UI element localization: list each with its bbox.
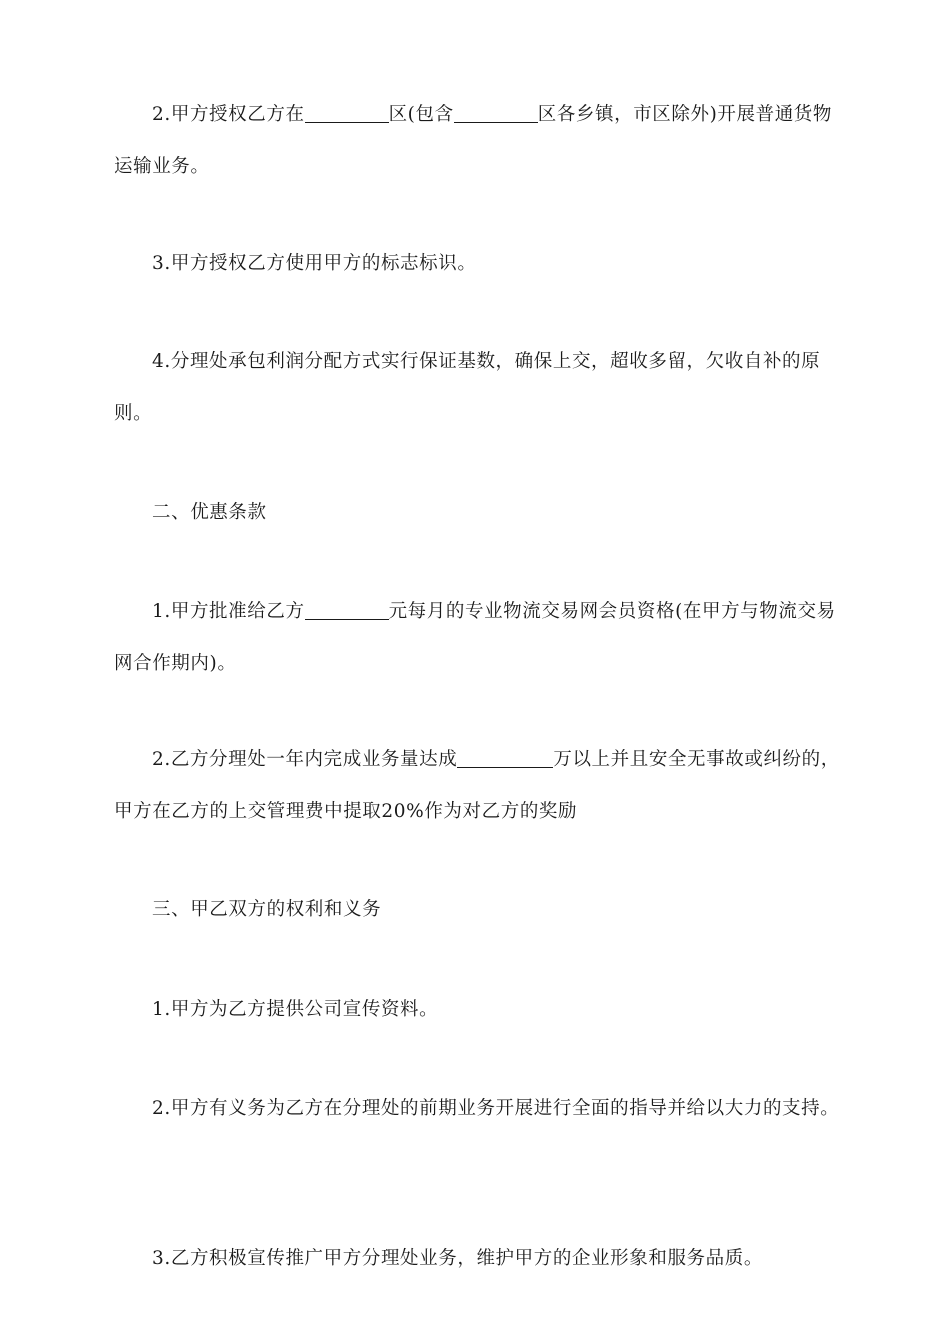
blank-line xyxy=(305,598,389,619)
clause-text: 1.甲方批准给乙方 xyxy=(152,601,305,622)
clause-text: 万以上并且安全无事故或纠纷的，甲方在乙方的上交管理费中提取20%作为对乙方的奖励 xyxy=(114,749,840,822)
clause-3-logo-usage: 3.甲方授权乙方使用甲方的标志标识。 xyxy=(152,253,477,274)
blank-line xyxy=(454,101,538,122)
section-heading-rights-obligations: 三、甲乙双方的权利和义务 xyxy=(152,899,382,920)
clause-4-profit-distribution: 4.分理处承包利润分配方式实行保证基数，确保上交，超收多留，欠收自补的原则。 xyxy=(114,351,821,424)
clause-text: 区(包含 xyxy=(388,104,454,125)
section-heading-preferential-terms: 二、优惠条款 xyxy=(152,502,267,523)
rights-clause-3: 3.乙方积极宣传推广甲方分理处业务，维护甲方的企业形象和服务品质。 xyxy=(152,1248,763,1269)
rights-clause-1: 1.甲方为乙方提供公司宣传资料。 xyxy=(152,999,439,1020)
clause-text: 2.乙方分理处一年内完成业务量达成 xyxy=(152,749,458,770)
clause-text: 区各乡镇，市区除外)开展普通货物运输业务。 xyxy=(114,104,833,177)
rights-clause-2: 2.甲方有义务为乙方在分理处的前期业务开展进行全面的指导并给以大力的支持。 xyxy=(152,1098,840,1119)
clause-text: 元每月的专业物流交易网会员资格(在甲方与物流交易网合作期内)。 xyxy=(114,601,836,674)
clause-2-authorized-area xyxy=(114,89,840,193)
blank-line xyxy=(457,746,553,767)
preferential-clause-2 xyxy=(114,734,840,838)
preferential-clause-1 xyxy=(114,586,840,690)
clause-text: 2.甲方授权乙方在 xyxy=(152,104,305,125)
blank-line xyxy=(305,101,389,122)
